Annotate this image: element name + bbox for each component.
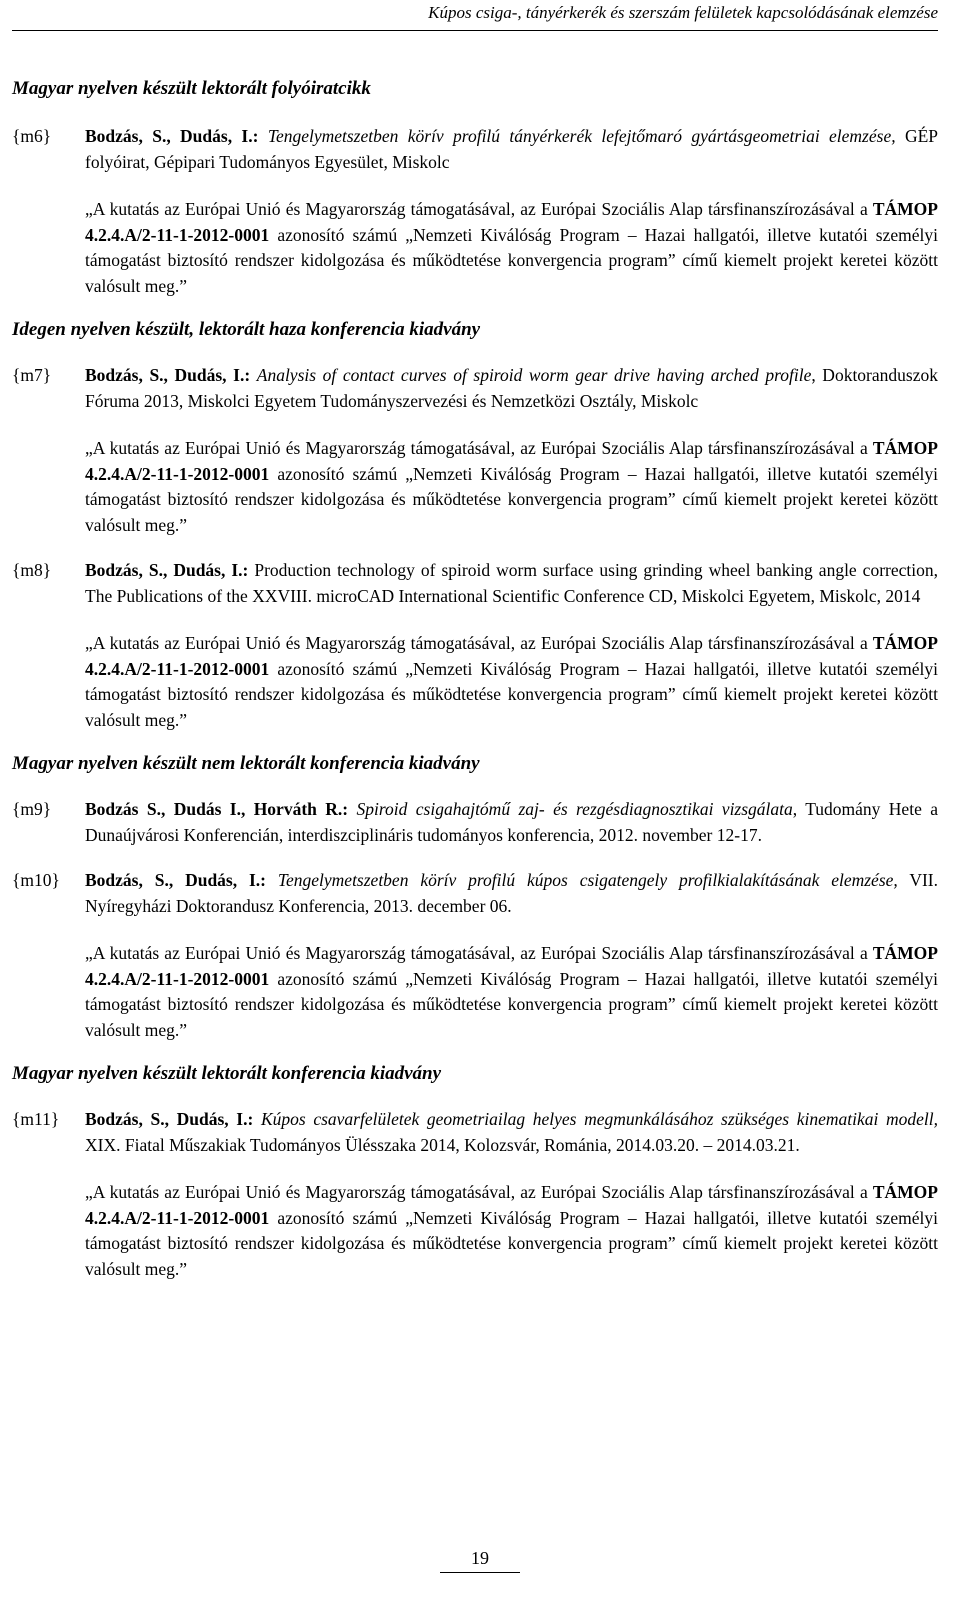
title: Tengelymetszetben körív profilú kúpos csigatengely profilkialakításának elemzése,	[277, 870, 898, 890]
reference-m9	[12, 797, 938, 848]
section-heading: Magyar nyelven készült lektorált konferencia kiadvány	[12, 1063, 442, 1084]
project-code: TÁMOP 4.2.4.A/2-11-1-2012-0001	[85, 943, 938, 989]
authors: Bodzás, S., Dudás, I.	[85, 560, 243, 580]
project-code: TÁMOP 4.2.4.A/2-11-1-2012-0001	[85, 633, 938, 679]
reference-body	[85, 1107, 938, 1282]
authors: Bodzás, S., Dudás, I.	[85, 126, 253, 146]
citation: Bodzás, S., Dudás, I.: Tengelymetszetben körív profilú kúpos csigatengely profilkialakításának elemzése, VII. Nyíregyházi Doktorandusz Konferencia, 2013. december 06.	[85, 870, 938, 916]
acknowledgement: „A kutatás az Európai Unió és Magyarország támogatásával, az Európai Szociális Alap társfinanszírozásával a TÁMOP 4.2.4.A/2-11-1-2012-0001 azonosító számú „Nemzeti Kiválóság Program – Hazai hallgatói, illetve kutatói személyi támogatást biztosító rendszer kidolgozása és működtetése konvergencia program” című kiemelt projekt keretei között valósult meg.”	[85, 438, 938, 535]
venue: GÉP folyóirat, Gépipari Tudományos Egyesület, Miskolc	[85, 126, 939, 172]
citation: Bodzás, S., Dudás, I.: Analysis of contact curves of spiroid worm gear drive having arched profile, Doktoranduszok Fóruma 2013, Miskolci Egyetem Tudományszervezési és Nemzetközi Osztály, Miskolc	[85, 365, 938, 411]
acknowledgement: „A kutatás az Európai Unió és Magyarország támogatásával, az Európai Szociális Alap társfinanszírozásával a TÁMOP 4.2.4.A/2-11-1-2012-0001 azonosító számú „Nemzeti Kiválóság Program – Hazai hallgatói, illetve kutatói személyi támogatást biztosító rendszer kidolgozása és működtetése konvergencia program” című kiemelt projekt keretei között valósult meg.”	[85, 633, 938, 730]
reference-label: {m11}	[12, 1109, 60, 1129]
reference-m8	[12, 558, 938, 733]
reference-m10	[12, 868, 938, 1043]
publication-list	[12, 76, 938, 1282]
title: Kúpos csavarfelületek geometriailag helyes megmunkálásához szükséges kinematikai modell,	[260, 1109, 938, 1129]
running-header: Kúpos csiga-, tányérkerék és szerszám felületek kapcsolódásának elemzése	[12, 0, 938, 31]
acknowledgement: „A kutatás az Európai Unió és Magyarország támogatásával, az Európai Szociális Alap társfinanszírozásával a TÁMOP 4.2.4.A/2-11-1-2012-0001 azonosító számú „Nemzeti Kiválóság Program – Hazai hallgatói, illetve kutatói személyi támogatást biztosító rendszer kidolgozása és működtetése konvergencia program” című kiemelt projekt keretei között valósult meg.”	[85, 1182, 938, 1279]
acknowledgement: „A kutatás az Európai Unió és Magyarország támogatásával, az Európai Szociális Alap társfinanszírozásával a TÁMOP 4.2.4.A/2-11-1-2012-0001 azonosító számú „Nemzeti Kiválóság Program – Hazai hallgatói, illetve kutatói személyi támogatást biztosító rendszer kidolgozása és működtetése konvergencia program” című kiemelt projekt keretei között valósult meg.”	[85, 943, 938, 1040]
reference-label: {m10}	[12, 870, 60, 890]
venue: XIX. Fiatal Műszakiak Tudományos Ülésszaka 2014, Kolozsvár, Románia, 2014.03.20. – 2014.03.21.	[85, 1134, 800, 1155]
title: Spiroid csigahajtómű zaj- és rezgésdiagnosztikai vizsgálata	[356, 799, 793, 819]
venue: , Doktoranduszok Fóruma 2013, Miskolci Egyetem Tudományszervezési és Nemzetközi Osztály, Miskolc	[85, 365, 938, 411]
reference-m11	[12, 1107, 938, 1282]
reference-body	[85, 868, 938, 1043]
title: Tengelymetszetben körív profilú tányérkerék lefejtőmaró gyártásgeometriai elemzése,	[267, 126, 896, 146]
venue: , Tudomány Hete a Dunaújvárosi Konferencián, interdiszciplináris tudományos konferencia, 2012. november 12-17.	[85, 799, 938, 845]
authors: Bodzás, S., Dudás, I.	[85, 870, 261, 890]
venue: VII. Nyíregyházi Doktorandusz Konferencia, 2013. december 06.	[85, 870, 938, 916]
section-heading: Idegen nyelven készült, lektorált haza konferencia kiadvány	[12, 319, 481, 340]
authors: Bodzás, S., Dudás, I.	[85, 1109, 248, 1129]
project-code: TÁMOP 4.2.4.A/2-11-1-2012-0001	[85, 1182, 938, 1228]
section-heading: Magyar nyelven készült lektorált folyóiratcikk	[12, 78, 371, 99]
reference-m7	[12, 363, 938, 538]
section-heading: Magyar nyelven készült nem lektorált konferencia kiadvány	[12, 753, 480, 774]
reference-m6	[12, 124, 938, 299]
citation: Bodzás, S., Dudás, I.: Kúpos csavarfelületek geometriailag helyes megmunkálásához szükséges kinematikai modell, XIX. Fiatal Műszakiak Tudományos Ülésszaka 2014, Kolozsvár, Románia, 2014.03.20. – 2014.03.21.	[85, 1109, 938, 1155]
reference-label: {m8}	[12, 560, 52, 580]
reference-body	[85, 124, 938, 299]
footer-rule	[440, 1572, 520, 1573]
reference-body	[85, 558, 938, 733]
page-number: 19	[471, 1548, 489, 1568]
authors: Bodzás, S., Dudás, I.	[85, 365, 245, 385]
reference-body	[85, 797, 938, 848]
project-code: TÁMOP 4.2.4.A/2-11-1-2012-0001	[85, 438, 938, 484]
venue: Production technology of spiroid worm surface using grinding wheel banking angle correction, The Publications of the XXVIII. microCAD International Scientific Conference CD, Miskolci Egyetem, Miskolc, 2014	[85, 560, 938, 606]
reference-label: {m9}	[12, 799, 52, 819]
project-code: TÁMOP 4.2.4.A/2-11-1-2012-0001	[85, 199, 938, 245]
citation: Bodzás, S., Dudás, I.: Tengelymetszetben körív profilú tányérkerék lefejtőmaró gyártásgeometriai elemzése, GÉP folyóirat, Gépipari Tudományos Egyesület, Miskolc	[85, 126, 939, 172]
title: Analysis of contact curves of spiroid worm gear drive having arched profile	[256, 365, 812, 385]
reference-label: {m7}	[12, 365, 52, 385]
authors: Bodzás S., Dudás I., Horváth R.	[85, 799, 343, 819]
citation: Bodzás S., Dudás I., Horváth R.: Spiroid csigahajtómű zaj- és rezgésdiagnosztikai vizsgálata, Tudomány Hete a Dunaújvárosi Konferencián, interdiszciplináris tudományos konferencia, 2012. november 12-17.	[85, 799, 938, 845]
acknowledgement: „A kutatás az Európai Unió és Magyarország támogatásával, az Európai Szociális Alap társfinanszírozásával a TÁMOP 4.2.4.A/2-11-1-2012-0001 azonosító számú „Nemzeti Kiválóság Program – Hazai hallgatói, illetve kutatói személyi támogatást biztosító rendszer kidolgozása és működtetése konvergencia program” című kiemelt projekt keretei között valósult meg.”	[85, 199, 938, 296]
reference-body	[85, 363, 938, 538]
reference-label: {m6}	[12, 126, 52, 146]
citation: Bodzás, S., Dudás, I.: Production technology of spiroid worm surface using grinding wheel banking angle correction, The Publications of the XXVIII. microCAD International Scientific Conference CD, Miskolci Egyetem, Miskolc, 2014	[85, 560, 938, 606]
